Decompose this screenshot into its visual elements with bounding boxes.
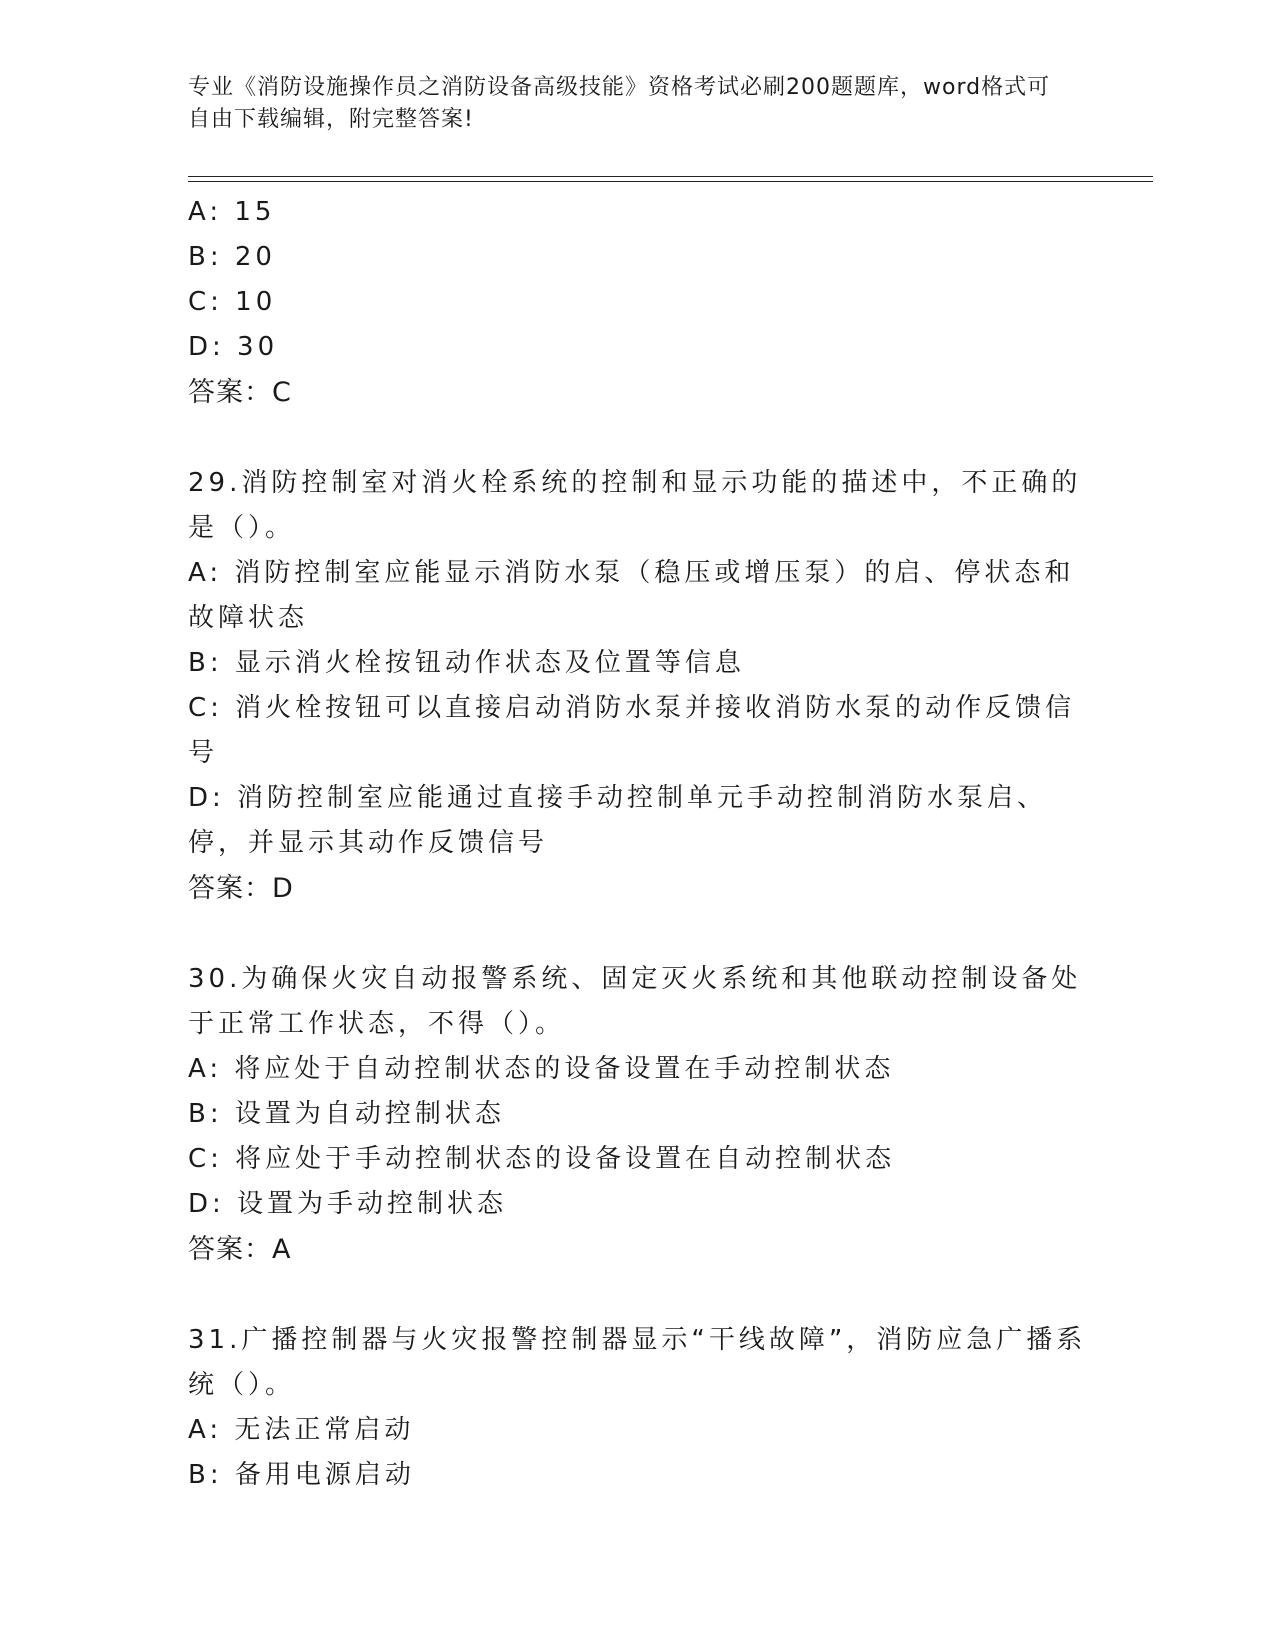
question-text: 29.消防控制室对消火栓系统的控制和显示功能的描述中，不正确的是（）。 xyxy=(188,468,1082,543)
option-a: A: 无法正常启动 xyxy=(188,1415,415,1445)
option-c: C: 将应处于手动控制状态的设备设置在自动控制状态 xyxy=(188,1144,896,1174)
question-list xyxy=(188,190,1088,1498)
document-header: 专业《消防设施操作员之消防设备高级技能》资格考试必刷200题题库，word格式可自由下载编辑，附完整答案! xyxy=(188,75,1051,132)
header-divider-top xyxy=(188,176,1153,177)
option-b: B: 显示消火栓按钮动作状态及位置等信息 xyxy=(188,648,745,678)
answer-line: 答案：A xyxy=(188,1234,292,1265)
option-a: A: 15 xyxy=(188,197,276,227)
option-c: C: 消火栓按钮可以直接启动消防水泵并接收消防水泵的动作反馈信号 xyxy=(188,693,1076,768)
question-29-block xyxy=(188,461,1088,911)
option-b: B: 20 xyxy=(188,242,276,272)
question-31-block xyxy=(188,1318,1088,1498)
question-28-block xyxy=(188,190,1088,415)
question-30-block xyxy=(188,957,1088,1272)
answer-line: 答案：C xyxy=(188,377,292,408)
option-d: D: 设置为手动控制状态 xyxy=(188,1189,508,1219)
question-text: 31.广播控制器与火灾报警控制器显示“干线故障”，消防应急广播系统（）。 xyxy=(188,1325,1087,1400)
option-b: B: 备用电源启动 xyxy=(188,1460,415,1490)
question-text: 30.为确保火灾自动报警系统、固定灭火系统和其他联动控制设备处于正常工作状态，不得（）。 xyxy=(188,964,1082,1039)
answer-line: 答案：D xyxy=(188,873,294,904)
option-b: B: 设置为自动控制状态 xyxy=(188,1099,505,1129)
option-d: D: 30 xyxy=(188,332,279,362)
option-a: A: 将应处于自动控制状态的设备设置在手动控制状态 xyxy=(188,1054,895,1084)
header-divider-bottom xyxy=(188,181,1153,182)
option-c: C: 10 xyxy=(188,287,277,317)
option-a: A: 消防控制室应能显示消防水泵（稳压或增压泵）的启、停状态和故障状态 xyxy=(188,558,1075,633)
option-d: D: 消防控制室应能通过直接手动控制单元手动控制消防水泵启、停，并显示其动作反馈信号 xyxy=(188,783,1048,858)
